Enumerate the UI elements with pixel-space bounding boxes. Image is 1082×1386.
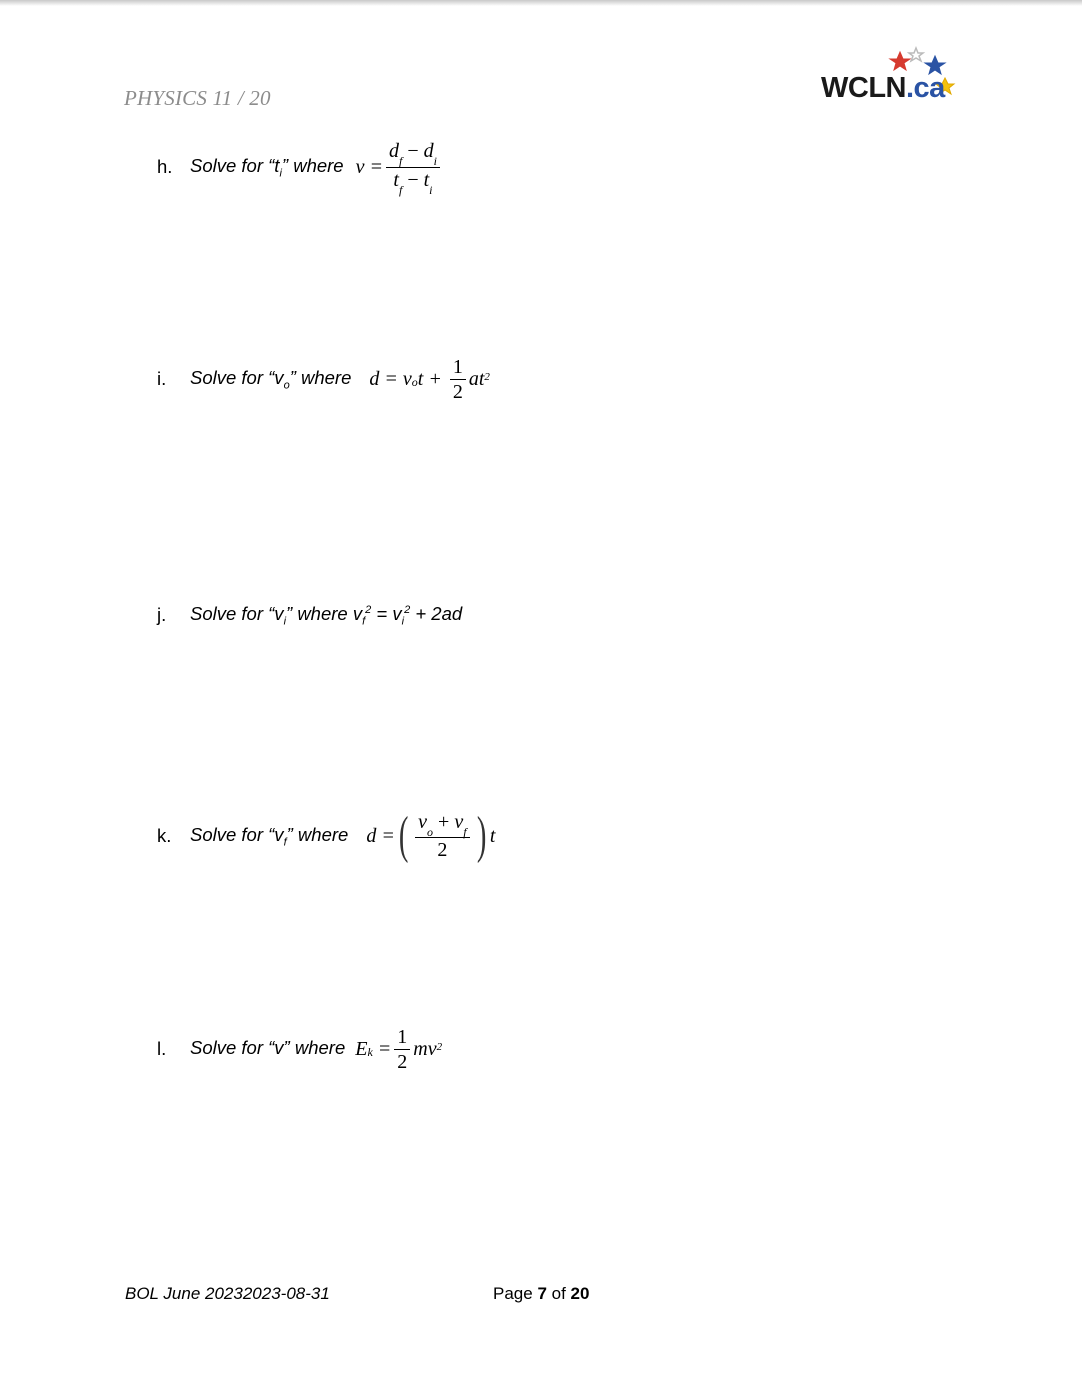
question-prompt: Solve for “$v_i$” where $v_f^2 = v_i^2 + 2ad$ bbox=[190, 602, 463, 628]
question-letter: h. bbox=[157, 156, 173, 177]
top-edge-shadow bbox=[0, 0, 1082, 6]
question-prompt: Solve for “$v_f$” where bbox=[190, 823, 349, 849]
equation-k: d = ( $\frac{v_o + v_f}{2}$ ) t bbox=[366, 807, 496, 864]
question-j bbox=[157, 585, 462, 645]
equation-h: v = $\frac{d_f - d_i}{t_f - t_i}$ bbox=[356, 140, 443, 193]
right-paren: ) bbox=[476, 807, 486, 864]
question-k bbox=[157, 806, 495, 866]
left-paren: ( bbox=[398, 807, 409, 864]
fraction: $\frac{v_o + v_f}{2}$ bbox=[415, 811, 469, 861]
question-h bbox=[157, 137, 443, 197]
question-i bbox=[157, 349, 490, 409]
equation-i: d = v $_o$ t + $\frac{1}{2}$ at $^2$ bbox=[369, 355, 490, 403]
question-letter: l. bbox=[157, 1038, 167, 1059]
footer-document-info: BOL June 20232023-08-31 bbox=[125, 1284, 330, 1303]
logo-text: WCLN.ca bbox=[821, 72, 945, 104]
fraction: $\frac{1}{2}$ bbox=[394, 1026, 410, 1073]
question-letter: j. bbox=[157, 604, 167, 625]
wcln-logo bbox=[818, 44, 968, 110]
question-l bbox=[157, 1019, 442, 1079]
question-letter: k. bbox=[157, 825, 172, 846]
fraction: $\frac{1}{2}$ bbox=[450, 356, 466, 403]
footer-page-number: Page 7 of 20 bbox=[493, 1284, 590, 1303]
fraction: $\frac{d_f - d_i}{t_f - t_i}$ bbox=[386, 140, 440, 193]
question-prompt: Solve for “v” where bbox=[190, 1036, 346, 1058]
question-prompt: Solve for “$v_o$” where bbox=[190, 366, 352, 392]
question-letter: i. bbox=[157, 368, 167, 389]
question-prompt: Solve for “$t_i$” where bbox=[190, 154, 344, 180]
page-header-title: PHYSICS 11 / 20 bbox=[124, 86, 271, 110]
equation-l: E $_k$ = $\frac{1}{2}$ mv $^2$ bbox=[355, 1025, 443, 1073]
